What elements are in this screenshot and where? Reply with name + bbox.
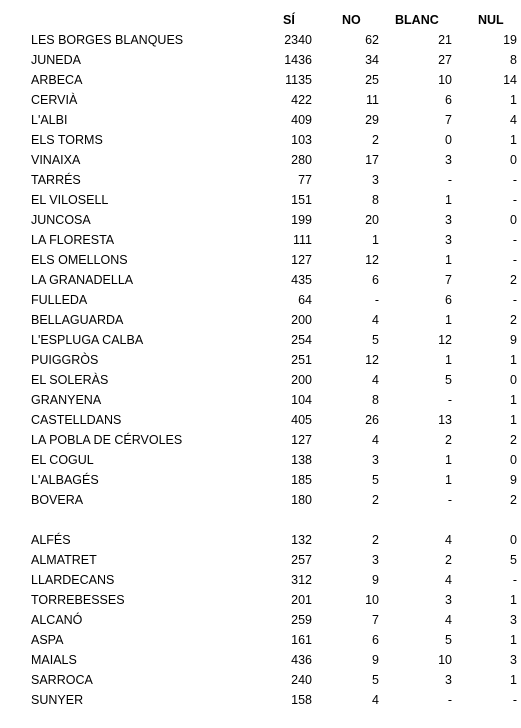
votes-nul-cell: 1 <box>510 673 517 687</box>
votes-blanc-cell: 1 <box>445 253 452 267</box>
municipality-name: EL SOLERÀS <box>31 373 109 387</box>
municipality-name: GRANYENA <box>31 393 102 407</box>
votes-nul-cell: - <box>512 233 517 247</box>
votes-blanc-cell: 12 <box>438 333 452 347</box>
municipality-name: JUNEDA <box>31 53 82 67</box>
table-row <box>31 30 519 50</box>
votes-blanc-cell: 1 <box>445 473 452 487</box>
votes-nul-cell: - <box>512 173 517 187</box>
votes-blanc-cell: 21 <box>438 33 452 47</box>
votes-si-cell: 201 <box>291 593 312 607</box>
votes-nul-cell: 3 <box>510 653 517 667</box>
votes-blanc-cell: 5 <box>445 373 452 387</box>
votes-blanc-cell: 1 <box>445 313 452 327</box>
municipality-name: LES BORGES BLANQUES <box>31 33 184 47</box>
votes-nul-cell: 14 <box>503 73 517 87</box>
votes-blanc-cell: 3 <box>445 593 452 607</box>
municipality-name: LA FLORESTA <box>31 233 115 247</box>
votes-blanc-cell: 1 <box>445 353 452 367</box>
votes-blanc-cell: 3 <box>445 233 452 247</box>
table-row <box>31 610 519 630</box>
votes-no-cell: 7 <box>372 613 379 627</box>
votes-no-cell: 20 <box>365 213 379 227</box>
votes-si-cell: 312 <box>291 573 312 587</box>
votes-nul-cell: - <box>512 293 517 307</box>
votes-no-cell: 25 <box>365 73 379 87</box>
municipality-name: TARRÉS <box>31 173 81 187</box>
votes-no-cell: - <box>374 293 379 307</box>
table-row <box>31 170 519 190</box>
votes-si-cell: 254 <box>291 333 312 347</box>
votes-blanc-cell: 7 <box>445 113 452 127</box>
votes-nul-cell: - <box>512 573 517 587</box>
table-row <box>31 190 519 210</box>
table-row <box>31 650 519 670</box>
municipality-name: VINAIXA <box>31 153 81 167</box>
votes-si-cell: 251 <box>291 353 312 367</box>
votes-no-cell: 2 <box>372 493 379 507</box>
table-row <box>31 590 519 610</box>
table-row <box>31 150 519 170</box>
votes-nul-cell: 2 <box>510 493 517 507</box>
votes-blanc-cell: 4 <box>445 613 452 627</box>
table-row <box>31 270 519 290</box>
votes-nul-cell: 1 <box>510 353 517 367</box>
table-row <box>31 230 519 250</box>
municipality-name: L'ALBI <box>31 113 68 127</box>
votes-no-cell: 5 <box>372 333 379 347</box>
votes-si-cell: 77 <box>298 173 312 187</box>
votes-no-cell: 62 <box>365 33 379 47</box>
votes-no-cell: 12 <box>365 353 379 367</box>
votes-no-cell: 3 <box>372 173 379 187</box>
votes-blanc-cell: 3 <box>445 673 452 687</box>
header-nul: NUL <box>478 13 504 27</box>
votes-nul-cell: 9 <box>510 333 517 347</box>
votes-si-cell: 127 <box>291 433 312 447</box>
votes-no-cell: 9 <box>372 573 379 587</box>
header-row <box>31 10 519 30</box>
votes-si-cell: 199 <box>291 213 312 227</box>
votes-blanc-cell: - <box>447 493 452 507</box>
votes-blanc-cell: 6 <box>445 93 452 107</box>
table-row <box>31 310 519 330</box>
municipality-name: LA GRANADELLA <box>31 273 134 287</box>
votes-si-cell: 158 <box>291 693 312 707</box>
municipality-name: L'ALBAGÉS <box>31 473 99 487</box>
votes-si-cell: 64 <box>298 293 312 307</box>
votes-blanc-cell: - <box>447 173 452 187</box>
votes-no-cell: 4 <box>372 313 379 327</box>
votes-nul-cell: 0 <box>510 153 517 167</box>
votes-blanc-cell: 27 <box>438 53 452 67</box>
votes-si-cell: 138 <box>291 453 312 467</box>
table-row <box>31 350 519 370</box>
municipality-name: ELS OMELLONS <box>31 253 128 267</box>
table-row <box>31 290 519 310</box>
municipality-name: EL COGUL <box>31 453 94 467</box>
votes-nul-cell: 0 <box>510 213 517 227</box>
votes-blanc-cell: 13 <box>438 413 452 427</box>
municipality-name: BELLAGUARDA <box>31 313 124 327</box>
group-spacer-cell <box>31 510 519 530</box>
votes-si-cell: 132 <box>291 533 312 547</box>
votes-no-cell: 26 <box>365 413 379 427</box>
votes-si-cell: 1436 <box>284 53 312 67</box>
votes-nul-cell: 3 <box>510 613 517 627</box>
votes-nul-cell: 2 <box>510 433 517 447</box>
votes-si-cell: 151 <box>291 193 312 207</box>
votes-blanc-cell: 2 <box>445 433 452 447</box>
votes-no-cell: 6 <box>372 273 379 287</box>
votes-nul-cell: 1 <box>510 133 517 147</box>
municipality-name: CERVIÀ <box>31 93 78 107</box>
table-row <box>31 490 519 510</box>
header-blanc: BLANC <box>395 13 439 27</box>
group-spacer-row <box>31 510 519 530</box>
table-row <box>31 670 519 690</box>
votes-no-cell: 17 <box>365 153 379 167</box>
votes-no-cell: 6 <box>372 633 379 647</box>
votes-si-cell: 259 <box>291 613 312 627</box>
votes-blanc-cell: - <box>447 393 452 407</box>
municipality-name: PUIGGRÒS <box>31 353 99 367</box>
municipality-name: LA POBLA DE CÉRVOLES <box>31 433 183 447</box>
municipality-name: CASTELLDANS <box>31 413 122 427</box>
votes-blanc-cell: 1 <box>445 453 452 467</box>
votes-nul-cell: 1 <box>510 393 517 407</box>
votes-no-cell: 2 <box>372 133 379 147</box>
municipality-name: JUNCOSA <box>31 213 91 227</box>
votes-no-cell: 8 <box>372 193 379 207</box>
votes-blanc-cell: 5 <box>445 633 452 647</box>
votes-nul-cell: 1 <box>510 93 517 107</box>
table-row <box>31 210 519 230</box>
votes-blanc-cell: 7 <box>445 273 452 287</box>
votes-nul-cell: 5 <box>510 553 517 567</box>
municipality-name: EL VILOSELL <box>31 193 109 207</box>
table-row <box>31 110 519 130</box>
votes-nul-cell: - <box>512 193 517 207</box>
table-row <box>31 390 519 410</box>
municipality-name: SUNYER <box>31 693 84 707</box>
table-row <box>31 630 519 650</box>
votes-si-cell: 436 <box>291 653 312 667</box>
votes-no-cell: 5 <box>372 673 379 687</box>
votes-si-cell: 104 <box>291 393 312 407</box>
votes-blanc-cell: 3 <box>445 213 452 227</box>
votes-nul-cell: 2 <box>510 273 517 287</box>
votes-nul-cell: 0 <box>510 533 517 547</box>
municipality-name: LLARDECANS <box>31 573 115 587</box>
table-row <box>31 410 519 430</box>
municipality-name: ALFÉS <box>31 533 71 547</box>
votes-no-cell: 4 <box>372 433 379 447</box>
table-row <box>31 550 519 570</box>
votes-si-cell: 280 <box>291 153 312 167</box>
votes-blanc-cell: 3 <box>445 153 452 167</box>
municipality-name: SARROCA <box>31 673 93 687</box>
votes-nul-cell: - <box>512 253 517 267</box>
votes-no-cell: 8 <box>372 393 379 407</box>
votes-nul-cell: 1 <box>510 413 517 427</box>
votes-si-cell: 127 <box>291 253 312 267</box>
votes-nul-cell: 0 <box>510 373 517 387</box>
municipality-name: ARBECA <box>31 73 83 87</box>
table-row <box>31 450 519 470</box>
votes-si-cell: 409 <box>291 113 312 127</box>
table-row <box>31 530 519 550</box>
votes-si-cell: 200 <box>291 313 312 327</box>
header-municipality <box>31 10 255 30</box>
votes-no-cell: 4 <box>372 373 379 387</box>
votes-blanc-cell: 1 <box>445 193 452 207</box>
municipality-name: L'ESPLUGA CALBA <box>31 333 144 347</box>
votes-nul-cell: 1 <box>510 593 517 607</box>
municipality-name: ALMATRET <box>31 553 97 567</box>
votes-no-cell: 9 <box>372 653 379 667</box>
votes-si-cell: 161 <box>291 633 312 647</box>
votes-blanc-cell: 10 <box>438 653 452 667</box>
votes-no-cell: 29 <box>365 113 379 127</box>
votes-si-cell: 111 <box>292 233 312 247</box>
votes-si-cell: 2340 <box>284 33 312 47</box>
votes-nul-cell: - <box>512 693 517 707</box>
municipality-name: TORREBESSES <box>31 593 125 607</box>
votes-si-cell: 405 <box>291 413 312 427</box>
municipality-name: BOVERA <box>31 493 84 507</box>
votes-no-cell: 1 <box>372 233 379 247</box>
table-row <box>31 690 519 710</box>
municipality-name: ASPA <box>31 633 64 647</box>
votes-no-cell: 3 <box>372 453 379 467</box>
table-row <box>31 570 519 590</box>
votes-nul-cell: 2 <box>510 313 517 327</box>
results-body <box>31 30 519 710</box>
municipality-name: FULLEDA <box>31 293 88 307</box>
table-row <box>31 330 519 350</box>
votes-no-cell: 2 <box>372 533 379 547</box>
votes-si-cell: 200 <box>291 373 312 387</box>
votes-no-cell: 11 <box>366 93 379 107</box>
table-row <box>31 430 519 450</box>
votes-no-cell: 3 <box>372 553 379 567</box>
votes-nul-cell: 4 <box>510 113 517 127</box>
votes-si-cell: 422 <box>291 93 312 107</box>
votes-nul-cell: 1 <box>510 633 517 647</box>
votes-blanc-cell: - <box>447 693 452 707</box>
votes-no-cell: 34 <box>365 53 379 67</box>
votes-no-cell: 12 <box>365 253 379 267</box>
votes-nul-cell: 19 <box>503 33 517 47</box>
header-no: NO <box>342 13 361 27</box>
table-row <box>31 250 519 270</box>
votes-si-cell: 240 <box>291 673 312 687</box>
votes-si-cell: 257 <box>291 553 312 567</box>
table-row <box>31 50 519 70</box>
table-row <box>31 470 519 490</box>
votes-blanc-cell: 10 <box>438 73 452 87</box>
votes-si-cell: 185 <box>291 473 312 487</box>
votes-blanc-cell: 6 <box>445 293 452 307</box>
votes-blanc-cell: 0 <box>445 133 452 147</box>
municipality-name: ELS TORMS <box>31 133 103 147</box>
votes-no-cell: 5 <box>372 473 379 487</box>
table-row <box>31 130 519 150</box>
votes-nul-cell: 8 <box>510 53 517 67</box>
table-row <box>31 70 519 90</box>
table-row <box>31 90 519 110</box>
table-row <box>31 370 519 390</box>
votes-si-cell: 103 <box>291 133 312 147</box>
votes-si-cell: 435 <box>291 273 312 287</box>
municipality-name: MAIALS <box>31 653 77 667</box>
votes-nul-cell: 0 <box>510 453 517 467</box>
votes-blanc-cell: 2 <box>445 553 452 567</box>
municipality-name: ALCANÓ <box>31 613 83 627</box>
votes-blanc-cell: 4 <box>445 573 452 587</box>
votes-no-cell: 10 <box>365 593 379 607</box>
votes-si-cell: 180 <box>291 493 312 507</box>
votes-no-cell: 4 <box>372 693 379 707</box>
referendum-results-table <box>31 10 519 710</box>
votes-nul-cell: 9 <box>510 473 517 487</box>
votes-si-cell: 1135 <box>285 73 312 87</box>
votes-blanc-cell: 4 <box>445 533 452 547</box>
header-si: SÍ <box>283 13 295 27</box>
